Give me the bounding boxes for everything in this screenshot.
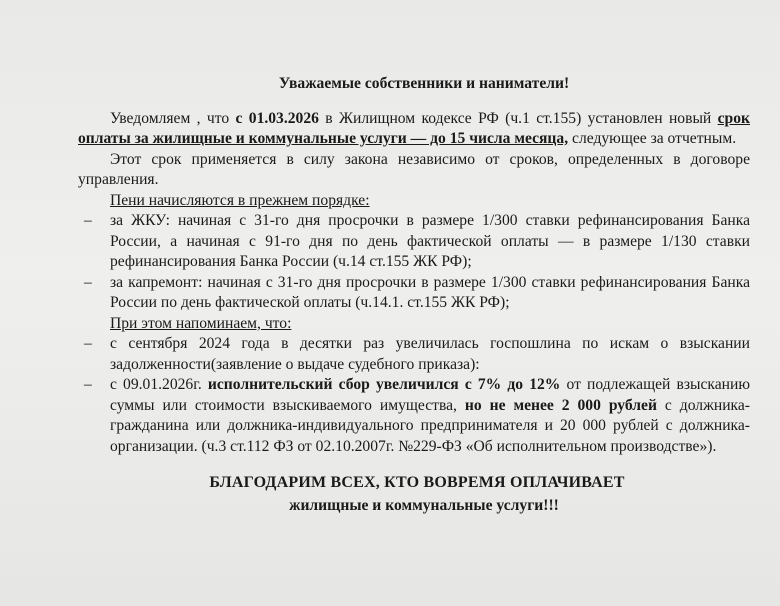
reminder2-fee-increase: исполнительский сбор увеличился с 7% до 12% xyxy=(207,376,561,393)
paragraph-new-deadline xyxy=(78,109,750,150)
paragraph-term-applies: Этот срок применяется в силу закона независимо от сроков, определенных в договоре управления. xyxy=(78,150,750,188)
reminder-item-text: с сентября 2024 года в десятки раз увеличилась госпошлина по искам о взыскании задолженности(заявление о выдаче судебного приказа): xyxy=(110,335,750,373)
reminder2-text-1: с 09.01.2026г. xyxy=(110,376,208,393)
penalty-item-zhku xyxy=(78,211,750,273)
penalty-item-text: за капремонт: начиная с 31-го дня просрочки в размере 1/300 ставки рефинансирования Банка России по день фактической оплаты (ч.14.1. ст.155 ЖК РФ); xyxy=(110,273,750,311)
penalty-item-text: за ЖКУ: начиная с 31-го дня просрочки в размере 1/300 ставки рефинансирования Банка России, а начиная с 91-го дня по день фактической оплаты — в размере 1/130 ставки рефинансирования Банка России (ч.14 ст.155 ЖК РФ); xyxy=(110,212,750,270)
reminder-item-enforcement-fee xyxy=(78,375,750,457)
dash-marker: – xyxy=(84,335,92,352)
p1-date: с 01.03.2026 xyxy=(235,109,319,127)
dash-marker: – xyxy=(84,212,92,229)
reminder-heading: При этом напоминаем, что: xyxy=(110,314,292,332)
footer-thanks: БЛАГОДАРИМ ВСЕХ, КТО ВОВРЕМЯ ОПЛАЧИВАЕТ xyxy=(209,474,625,491)
penalties-heading: Пени начисляются в прежнем порядке: xyxy=(110,191,370,209)
notice-title: Уважаемые собственники и наниматели! xyxy=(278,75,570,92)
dash-marker: – xyxy=(84,273,92,291)
p1-text-2: в Жилищном кодексе РФ (ч.1 ст.155) установлен новый xyxy=(318,109,718,127)
penalty-item-capital-repair xyxy=(78,273,750,314)
reminder-item-state-duty xyxy=(78,334,750,375)
p1-text-3: следующее за отчетным. xyxy=(568,130,737,147)
p1-deadline: срок оплаты за жилищные и коммунальные услуги — до 15 числа месяца, xyxy=(78,109,751,147)
p1-text-1: Уведомляем , что xyxy=(110,109,236,127)
dash-marker: – xyxy=(84,376,92,393)
reminder2-text-2: от подлежащей взысканию суммы или стоимости взыскиваемого имущества, xyxy=(110,376,750,414)
footer-services: жилищные и коммунальные услуги!!! xyxy=(289,496,559,514)
reminder2-minimum: но не менее 2 000 рублей xyxy=(464,396,657,414)
reminder2-text-3: с должника-гражданина или должника-индивидуального предпринимателя и 20 000 рублей с должника-организации. (ч.3 ст.112 ФЗ от 02.10.2007г. №229-ФЗ «Об исполнительном производстве»). xyxy=(110,396,751,455)
